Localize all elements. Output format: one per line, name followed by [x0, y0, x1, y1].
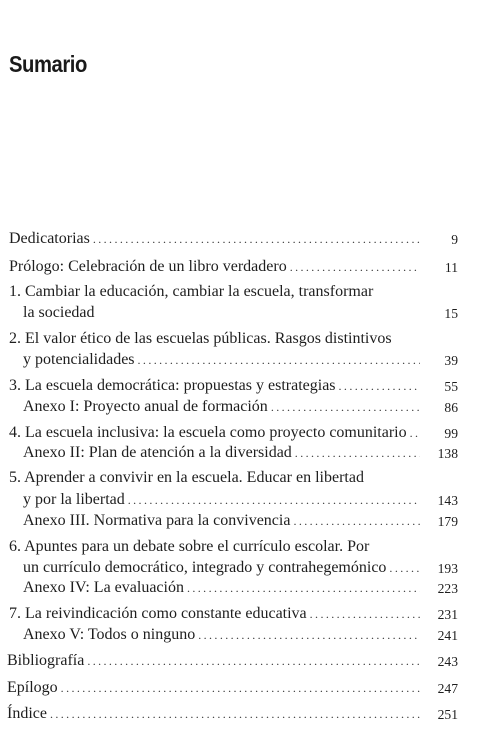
toc-entry-chapter-2[interactable]: [9, 330, 469, 349]
toc-entry-title-continued: y por la libertad: [23, 491, 125, 508]
toc-page-number: 179: [437, 514, 458, 529]
toc-entry-title: Dedicatorias: [9, 230, 90, 247]
toc-entry-prologo[interactable]: [9, 258, 423, 277]
toc-entry-chapter-3[interactable]: [9, 377, 423, 396]
dot-leader: [295, 446, 420, 461]
toc-entry-chapter-1-cont: [23, 304, 423, 323]
toc-page-number: 231: [437, 607, 458, 622]
toc-entry-title-continued: un currículo democrático, integrado y contrahegemónico: [23, 559, 387, 576]
toc-entry-title: Anexo V: Todos o ninguno: [23, 626, 196, 643]
dot-leader: [198, 628, 420, 643]
dot-leader: [290, 260, 420, 275]
toc-entry-title: Anexo III. Normativa para la convivencia: [23, 512, 291, 529]
toc-entry-anexo-5[interactable]: [23, 626, 423, 645]
toc-entry-title: 5. Aprender a convivir en la escuela. Educar en libertad: [9, 469, 364, 486]
dot-leader: [50, 707, 420, 722]
toc-entry-title: Epílogo: [7, 679, 58, 696]
toc-entry-title: 3. La escuela democrática: propuestas y estrategias: [9, 377, 336, 394]
toc-page-number: 11: [444, 260, 458, 275]
toc-entry-title: Anexo IV: La evaluación: [23, 579, 184, 596]
toc-entry-title: 4. La escuela inclusiva: la escuela como proyecto comunitario: [9, 424, 407, 441]
dot-leader: [128, 493, 420, 508]
toc-entry-epilogo[interactable]: [7, 679, 423, 698]
toc-entry-chapter-4[interactable]: [9, 424, 423, 443]
dot-leader: [61, 681, 420, 696]
toc-page-number: 9: [451, 232, 458, 247]
dot-leader: [293, 514, 420, 529]
toc-page-number: 241: [437, 628, 458, 643]
toc-page-number: 247: [437, 681, 458, 696]
toc-entry-title: Índice: [7, 705, 47, 722]
dot-leader: [339, 379, 420, 394]
toc-page-number: 39: [444, 353, 458, 368]
toc-entry-title: Prólogo: Celebración de un libro verdadero: [9, 258, 287, 275]
toc-page-number: 143: [437, 493, 458, 508]
toc-entry-chapter-6-cont: [23, 559, 423, 578]
toc-entry-title: Anexo I: Proyecto anual de formación: [23, 398, 268, 415]
toc-entry-anexo-3[interactable]: [23, 512, 423, 531]
dot-leader: [310, 607, 420, 622]
toc-entry-chapter-7[interactable]: [9, 605, 423, 624]
toc-entry-title: 2. El valor ético de las escuelas públicas. Rasgos distintivos: [9, 330, 392, 347]
toc-entry-title: Bibliografía: [7, 652, 85, 669]
toc-page-number: 55: [444, 379, 458, 394]
toc-entry-chapter-2-cont: [23, 351, 423, 370]
toc-entry-indice[interactable]: [7, 705, 423, 724]
dot-leader: [187, 581, 420, 596]
dot-leader: [410, 426, 420, 441]
toc-page-number: 138: [437, 446, 458, 461]
toc-entry-chapter-6[interactable]: [9, 538, 469, 557]
toc-entry-anexo-4[interactable]: [23, 579, 423, 598]
toc-entry-title-continued: y potencialidades: [23, 351, 135, 368]
dot-leader: [271, 400, 420, 415]
toc-page-number: 251: [437, 707, 458, 722]
toc-page-number: 99: [444, 426, 458, 441]
toc-page-number: 223: [437, 581, 458, 596]
toc-entry-anexo-1[interactable]: [23, 398, 423, 417]
toc-entry-bibliografia[interactable]: [7, 652, 423, 671]
dot-leader: [389, 561, 420, 576]
toc-entry-title: 1. Cambiar la educación, cambiar la escuela, transformar: [9, 283, 374, 300]
toc-entry-title: 6. Apuntes para un debate sobre el currículo escolar. Por: [9, 538, 370, 555]
toc-page-number: 86: [444, 400, 458, 415]
dot-leader: [138, 353, 420, 368]
toc-entry-chapter-1[interactable]: [9, 283, 469, 302]
toc-entry-title: 7. La reivindicación como constante educativa: [9, 605, 307, 622]
toc-entry-chapter-5[interactable]: [9, 469, 469, 488]
dot-leader: [87, 654, 420, 669]
toc-page-number: 243: [437, 654, 458, 669]
toc-page-number: 193: [437, 561, 458, 576]
toc-entry-title-continued: la sociedad: [23, 304, 95, 321]
toc-entry-title: Anexo II: Plan de atención a la diversidad: [23, 444, 292, 461]
toc-entry-dedicatorias[interactable]: [9, 230, 423, 249]
toc-entry-chapter-5-cont: [23, 491, 423, 510]
contents-heading: Sumario: [9, 51, 87, 77]
toc-page-number: 15: [444, 306, 458, 321]
dot-leader: [93, 232, 420, 247]
toc-entry-anexo-2[interactable]: [23, 444, 423, 463]
